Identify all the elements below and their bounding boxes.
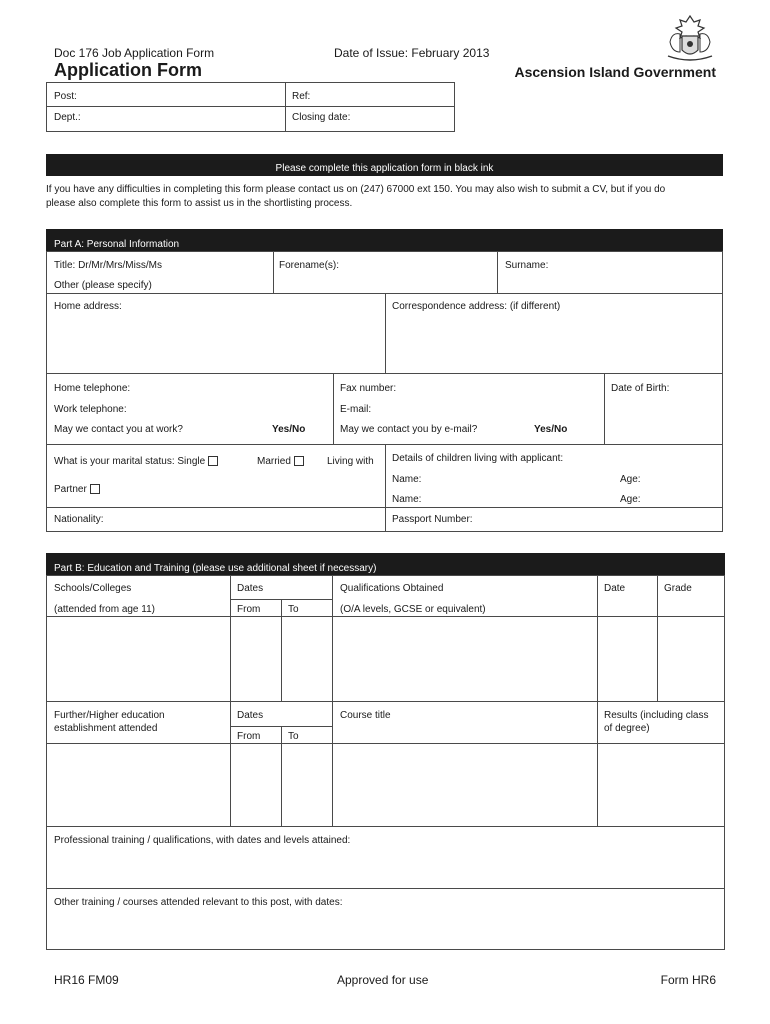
instruction-banner-text: Please complete this application form in black ink <box>275 163 494 174</box>
married-option <box>257 456 304 467</box>
post-table <box>46 82 455 132</box>
home-telephone-field[interactable]: Home telephone: <box>54 383 131 394</box>
other-title-label: Other (please specify) <box>54 280 152 291</box>
grade-header: Grade <box>664 583 692 594</box>
post-field[interactable]: Post: <box>54 91 77 102</box>
results-header-2: of degree) <box>604 723 650 734</box>
fax-field[interactable]: Fax number: <box>340 383 397 394</box>
further-education-header-1: Further/Higher education <box>54 710 165 721</box>
nationality-field[interactable]: Nationality: <box>54 514 104 525</box>
home-address-field[interactable]: Home address: <box>54 301 122 312</box>
email-field[interactable]: E-mail: <box>340 404 372 415</box>
dates-header-1: Dates <box>237 583 264 594</box>
dept-field[interactable]: Dept.: <box>54 112 81 123</box>
instruction-banner <box>46 154 723 176</box>
part-b-heading <box>46 553 725 575</box>
from-header-1: From <box>237 604 261 615</box>
to-header-2: To <box>288 731 299 742</box>
further-education-header-2: establishment attended <box>54 723 158 734</box>
passport-number-field[interactable]: Passport Number: <box>392 514 473 525</box>
married-checkbox[interactable] <box>294 456 304 466</box>
marital-status-row <box>54 456 218 467</box>
part-a-heading-text: Part A: Personal Information <box>54 239 180 250</box>
title-field[interactable]: Title: Dr/Mr/Mrs/Miss/Ms <box>54 260 162 271</box>
child-name-2[interactable]: Name: <box>392 494 422 505</box>
attended-from-note: (attended from age 11) <box>54 604 155 615</box>
date-header: Date <box>604 583 626 594</box>
contact-at-work-yes-no[interactable]: Yes/No <box>272 424 306 435</box>
marital-status-label: What is your marital status: Single <box>54 456 206 467</box>
government-name: Ascension Island Government <box>514 64 716 80</box>
issue-date: Date of Issue: February 2013 <box>334 46 490 60</box>
course-title-header: Course title <box>340 710 391 721</box>
married-label: Married <box>257 456 291 467</box>
schools-header: Schools/Colleges <box>54 583 132 594</box>
instruction-text-2: please also complete this form to assist us in the shortlisting process. <box>46 198 353 209</box>
dates-header-2: Dates <box>237 710 264 721</box>
results-header-1: Results (including class <box>604 710 709 721</box>
child-age-1[interactable]: Age: <box>620 474 641 485</box>
from-header-2: From <box>237 731 261 742</box>
footer-approval: Approved for use <box>337 973 429 987</box>
partner-label: Partner <box>54 484 87 495</box>
qualifications-note: (O/A levels, GCSE or equivalent) <box>340 604 486 615</box>
partner-checkbox[interactable] <box>90 484 100 494</box>
date-of-birth-field[interactable]: Date of Birth: <box>611 383 670 394</box>
footer-form-number: Form HR6 <box>660 973 716 987</box>
page-title: Application Form <box>54 60 202 80</box>
qualifications-header: Qualifications Obtained <box>340 583 444 594</box>
to-header-1: To <box>288 604 299 615</box>
child-age-2[interactable]: Age: <box>620 494 641 505</box>
part-b-table <box>46 575 725 950</box>
single-checkbox[interactable] <box>208 456 218 466</box>
contact-by-email-yes-no[interactable]: Yes/No <box>534 424 568 435</box>
part-a-heading <box>46 229 723 251</box>
work-telephone-field[interactable]: Work telephone: <box>54 404 127 415</box>
professional-training-field[interactable]: Professional training / qualifications, with dates and levels attained: <box>54 835 351 846</box>
child-name-1[interactable]: Name: <box>392 474 422 485</box>
correspondence-address-field[interactable]: Correspondence address: (if different) <box>392 301 561 312</box>
other-training-field[interactable]: Other training / courses attended relevant to this post, with dates: <box>54 897 343 908</box>
closing-date-field[interactable]: Closing date: <box>292 112 351 123</box>
forenames-field[interactable]: Forename(s): <box>279 260 340 271</box>
footer-form-code: HR16 FM09 <box>54 973 119 987</box>
surname-field[interactable]: Surname: <box>505 260 549 271</box>
children-details-label: Details of children living with applicant: <box>392 453 564 464</box>
contact-by-email-question: May we contact you by e-mail? <box>340 424 478 435</box>
document-reference: Doc 176 Job Application Form <box>54 46 215 60</box>
partner-option <box>54 484 100 495</box>
contact-at-work-question: May we contact you at work? <box>54 424 183 435</box>
coat-of-arms-icon <box>664 12 716 62</box>
ref-field[interactable]: Ref: <box>292 91 311 102</box>
part-b-heading-text: Part B: Education and Training (please use additional sheet if necessary) <box>54 563 377 574</box>
living-with-label: Living with <box>327 456 374 467</box>
instruction-text-1: If you have any difficulties in completing this form please contact us on (247) 67000 ext 150. You may also wish to submit a CV, but if you do <box>46 184 666 195</box>
